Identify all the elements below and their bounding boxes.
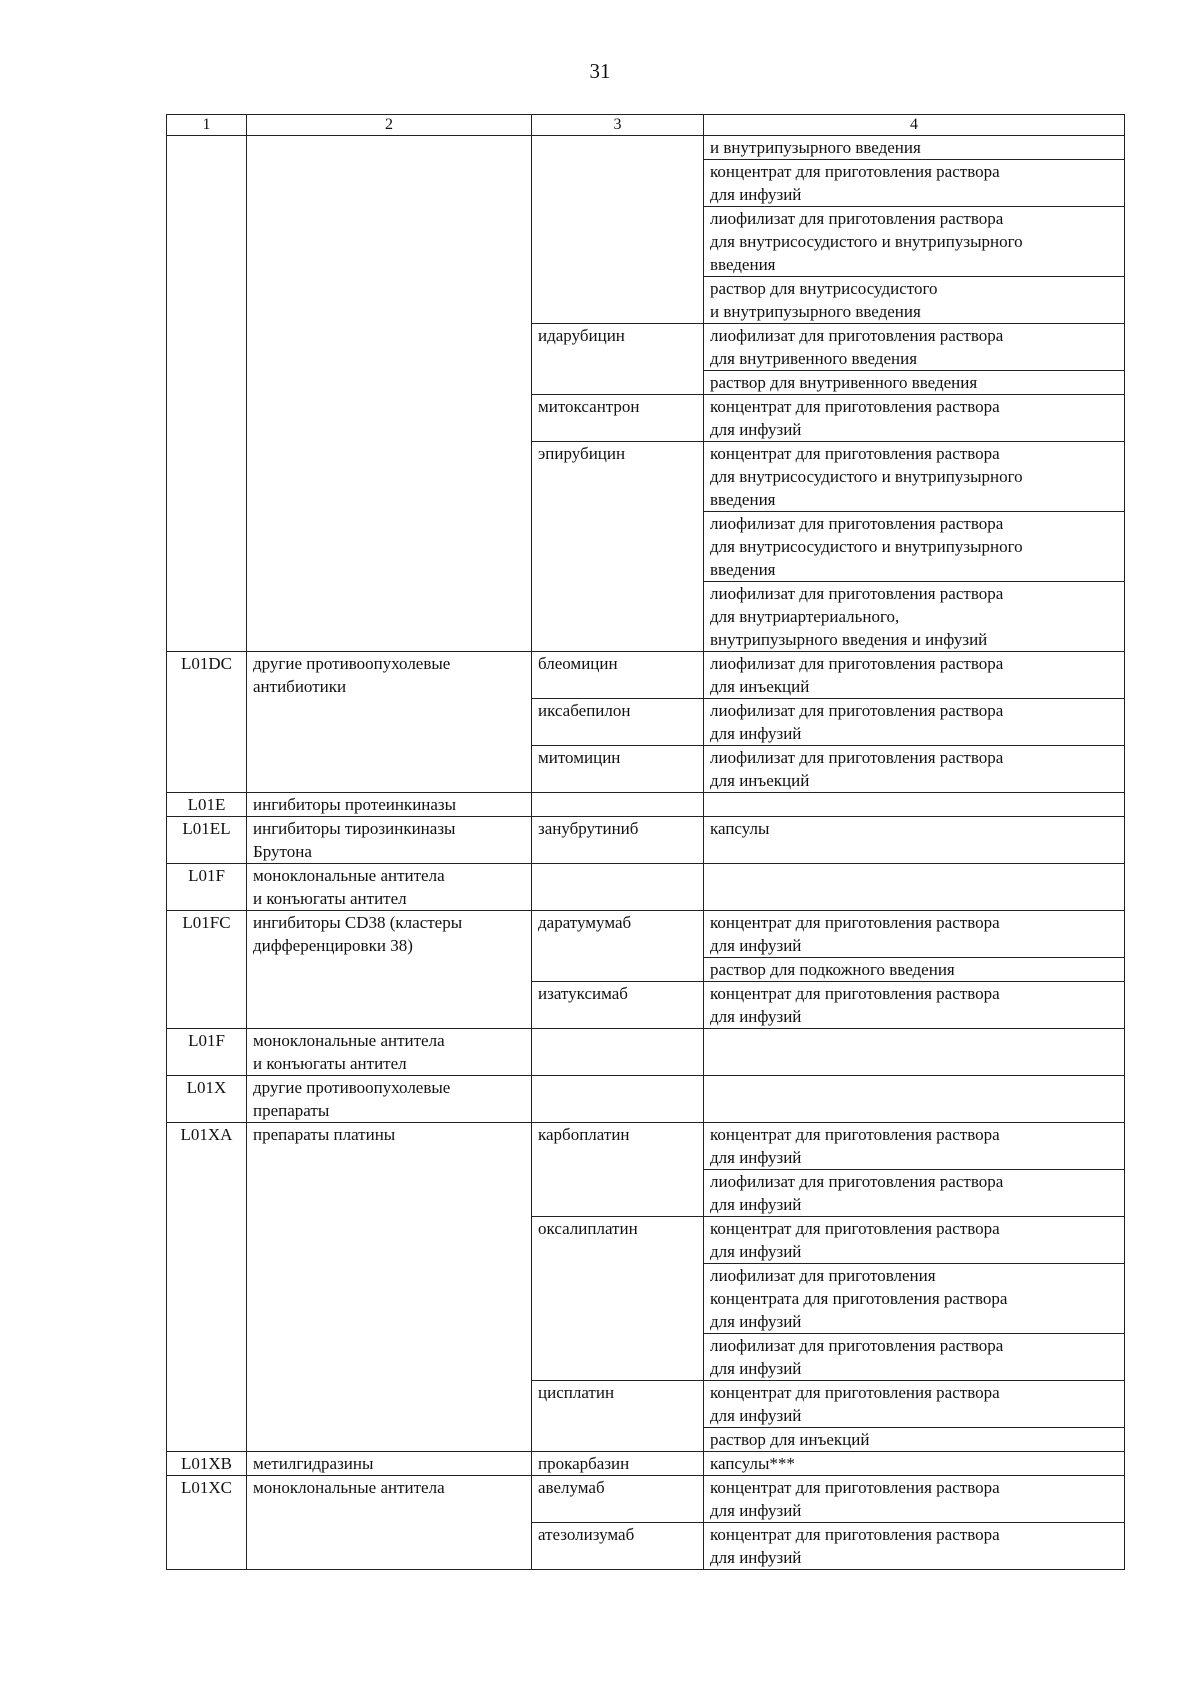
dosage-form-cell: капсулы (704, 817, 1125, 864)
dosage-form-cell: раствор для внутривенного введения (704, 371, 1125, 395)
column-header: 3 (532, 115, 704, 136)
dosage-form-cell: лиофилизат для приготовления раствора для инфузий (704, 1170, 1125, 1217)
dosage-form-cell (704, 1029, 1125, 1076)
drug-name-cell: занубрутиниб (532, 817, 704, 864)
dosage-form-cell: лиофилизат для приготовления раствора для инфузий (704, 1334, 1125, 1381)
dosage-form-cell: концентрат для приготовления раствора для инфузий (704, 1217, 1125, 1264)
anatomical-group-cell: ингибиторы тирозинкиназы Брутона (247, 817, 532, 864)
table-row (167, 793, 1125, 817)
dosage-form-cell: и внутрипузырного введения (704, 136, 1125, 160)
anatomical-group-cell (247, 136, 532, 652)
atc-code-cell: L01F (167, 1029, 247, 1076)
anatomical-group-cell: моноклональные антитела и конъюгаты антител (247, 864, 532, 911)
dosage-form-cell (704, 864, 1125, 911)
drug-name-cell: иксабепилон (532, 699, 704, 746)
page-number: 31 (589, 59, 611, 83)
drug-name-cell (532, 864, 704, 911)
dosage-form-cell: раствор для подкожного введения (704, 958, 1125, 982)
anatomical-group-cell: препараты платины (247, 1123, 532, 1452)
dosage-form-cell: концентрат для приготовления раствора для инфузий (704, 1123, 1125, 1170)
dosage-form-cell: лиофилизат для приготовления раствора для внутривенного введения (704, 324, 1125, 371)
atc-code-cell: L01XA (167, 1123, 247, 1452)
dosage-form-cell: лиофилизат для приготовления раствора для внутриартериального, внутрипузырного введения и инфузий (704, 582, 1125, 652)
drug-name-cell: прокарбазин (532, 1452, 704, 1476)
drug-name-cell (532, 136, 704, 324)
dosage-form-cell: концентрат для приготовления раствора для инфузий (704, 982, 1125, 1029)
table-row (167, 864, 1125, 911)
dosage-form-cell: концентрат для приготовления раствора для инфузий (704, 1523, 1125, 1570)
table-row (167, 817, 1125, 864)
drug-name-cell (532, 1029, 704, 1076)
table-row (167, 1029, 1125, 1076)
table-row (167, 1452, 1125, 1476)
anatomical-group-cell: моноклональные антитела (247, 1476, 532, 1570)
anatomical-group-cell: ингибиторы протеинкиназы (247, 793, 532, 817)
drug-name-cell (532, 1076, 704, 1123)
dosage-form-cell: концентрат для приготовления раствора для инфузий (704, 1476, 1125, 1523)
table-header-row (167, 115, 1125, 136)
drug-name-cell: эпирубицин (532, 442, 704, 652)
dosage-form-cell: концентрат для приготовления раствора для инфузий (704, 911, 1125, 958)
drug-name-cell: авелумаб (532, 1476, 704, 1523)
dosage-form-cell: лиофилизат для приготовления концентрата для приготовления раствора для инфузий (704, 1264, 1125, 1334)
column-header: 4 (704, 115, 1125, 136)
drug-name-cell: цисплатин (532, 1381, 704, 1452)
anatomical-group-cell: метилгидразины (247, 1452, 532, 1476)
dosage-form-cell (704, 793, 1125, 817)
atc-code-cell: L01EL (167, 817, 247, 864)
atc-code-cell: L01XC (167, 1476, 247, 1570)
dosage-form-cell (704, 1076, 1125, 1123)
atc-code-cell: L01XB (167, 1452, 247, 1476)
table-row (167, 1476, 1125, 1523)
anatomical-group-cell: другие противоопухолевые препараты (247, 1076, 532, 1123)
dosage-form-cell: лиофилизат для приготовления раствора для инфузий (704, 699, 1125, 746)
atc-code-cell: L01FC (167, 911, 247, 1029)
drug-name-cell: атезолизумаб (532, 1523, 704, 1570)
drug-name-cell: митомицин (532, 746, 704, 793)
dosage-form-cell: концентрат для приготовления раствора для инфузий (704, 1381, 1125, 1428)
atc-code-cell: L01X (167, 1076, 247, 1123)
atc-code-cell: L01E (167, 793, 247, 817)
drug-name-cell: даратумумаб (532, 911, 704, 982)
dosage-form-cell: капсулы*** (704, 1452, 1125, 1476)
drug-name-cell: блеомицин (532, 652, 704, 699)
table-row (167, 1123, 1125, 1170)
dosage-form-cell: лиофилизат для приготовления раствора для инъекций (704, 746, 1125, 793)
table-row (167, 911, 1125, 958)
drug-name-cell: карбоплатин (532, 1123, 704, 1217)
atc-code-cell: L01DC (167, 652, 247, 793)
dosage-form-cell: лиофилизат для приготовления раствора для внутрисосудистого и внутрипузырного введения (704, 512, 1125, 582)
dosage-form-cell: лиофилизат для приготовления раствора для инъекций (704, 652, 1125, 699)
anatomical-group-cell: ингибиторы CD38 (кластеры дифференцировки 38) (247, 911, 532, 1029)
atc-code-cell (167, 136, 247, 652)
drug-name-cell (532, 793, 704, 817)
dosage-form-cell: концентрат для приготовления раствора для инфузий (704, 160, 1125, 207)
drug-name-cell: идарубицин (532, 324, 704, 395)
drug-name-cell: митоксантрон (532, 395, 704, 442)
table-body (167, 136, 1125, 1570)
dosage-form-cell: концентрат для приготовления раствора для внутрисосудистого и внутрипузырного введения (704, 442, 1125, 512)
table-row (167, 652, 1125, 699)
anatomical-group-cell: моноклональные антитела и конъюгаты антител (247, 1029, 532, 1076)
dosage-form-cell: раствор для инъекций (704, 1428, 1125, 1452)
dosage-form-cell: лиофилизат для приготовления раствора для внутрисосудистого и внутрипузырного введения (704, 207, 1125, 277)
atc-code-cell: L01F (167, 864, 247, 911)
drug-name-cell: изатуксимаб (532, 982, 704, 1029)
table-row (167, 1076, 1125, 1123)
table-row (167, 136, 1125, 160)
dosage-form-cell: концентрат для приготовления раствора для инфузий (704, 395, 1125, 442)
column-header: 1 (167, 115, 247, 136)
drug-name-cell: оксалиплатин (532, 1217, 704, 1381)
column-header: 2 (247, 115, 532, 136)
drug-classification-table (166, 114, 1125, 1570)
anatomical-group-cell: другие противоопухолевые антибиотики (247, 652, 532, 793)
dosage-form-cell: раствор для внутрисосудистого и внутрипузырного введения (704, 277, 1125, 324)
